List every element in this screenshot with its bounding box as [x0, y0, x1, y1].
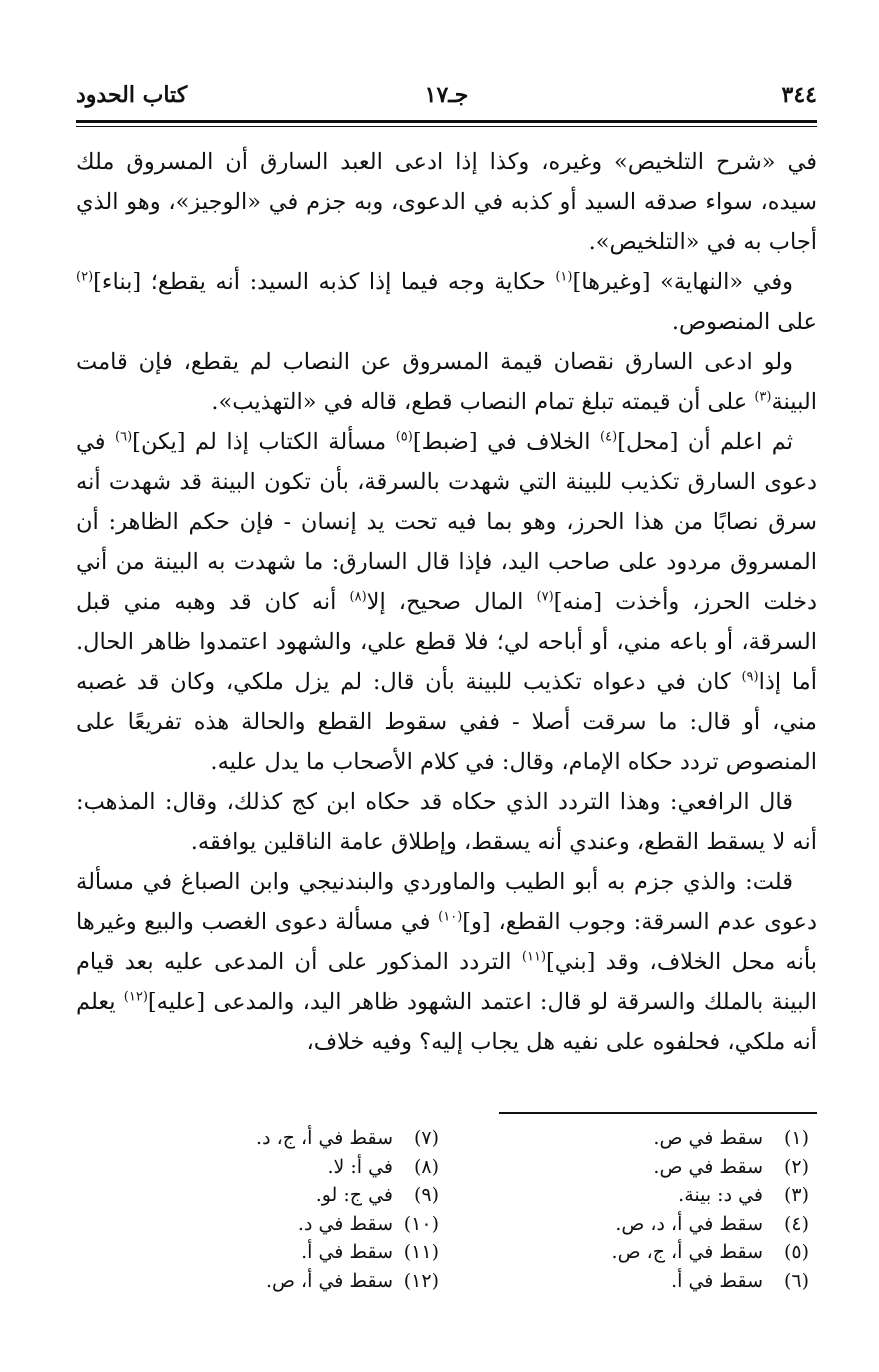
footnote-reference: (٧): [536, 589, 554, 605]
footnote-number: (٣): [783, 1184, 809, 1206]
text-segment: حكاية وجه فيما إذا كذبه السيد: أنه يقطع؛ [بناء]: [93, 269, 556, 295]
footnote-reference: (١): [555, 269, 573, 285]
book-title: كتاب الحدود: [76, 82, 188, 108]
footnote-reference: (٦): [115, 429, 133, 445]
paragraph: [76, 422, 817, 782]
text-segment: في «شرح التلخيص» وغيره، وكذا إذا ادعى العبد السارق أن المسروق ملك سيده، سواء صدقه السيد أو كذبه في الدعوى، وبه جزم في «الوجيز»، وهو الذي أجاب به في «التلخيص».: [76, 149, 817, 255]
footnote-text: سقط في أ، ج، ص.: [611, 1241, 763, 1263]
footnotes-column-left: [77, 1124, 447, 1295]
text-segment: يعلم أنه ملكي، فحلفوه على نفيه هل يجاب إليه؟ وفيه خلاف،: [76, 989, 817, 1055]
footnote-number: (٥): [783, 1241, 809, 1263]
text-segment: قال الرافعي: وهذا التردد الذي حكاه قد حكاه ابن كج كذلك، وقال: المذهب: أنه لا يسقط القطع، وعندي أنه يسقط، وإطلاق عامة الناقلين يوافقه.: [76, 789, 817, 855]
footnote-separator: [499, 1112, 817, 1114]
paragraph: [76, 342, 817, 422]
text-segment: التردد المذكور على أن المدعى عليه بعد قيام البينة بالملك والسرقة لو قال: اعتمد الشهود ظاهر اليد، والمدعى [عليه]: [76, 949, 817, 1015]
footnote-reference: (٩): [741, 669, 759, 685]
text-segment: مسألة الكتاب إذا لم [يكن]: [132, 429, 396, 455]
footnote-reference: (٨): [349, 589, 367, 605]
footnote-item: [447, 1124, 809, 1153]
footnote-item: [77, 1238, 439, 1267]
footnote-text: في ج: لو.: [315, 1184, 393, 1206]
text-segment: كان في دعواه تكذيب للبينة بأن قال: لم يزل ملكي، وكان قد غصبه مني، أو قال: ما سرقت أصلا - ففي سقوط القطع والحالة هذه تفريعًا على المنصوص تردد حكاه الإمام، وقال: في كلام الأصحاب ما يدل عليه.: [76, 669, 817, 775]
footnote-number: (١١): [403, 1241, 439, 1263]
main-text: [76, 142, 817, 1062]
page-header: [76, 82, 817, 122]
footnote-text: سقط في د.: [297, 1212, 393, 1235]
footnote-item: [77, 1153, 439, 1182]
footnote-text: سقط في أ.: [301, 1241, 393, 1263]
footnote-number: (١٢): [403, 1269, 439, 1292]
footnote-item: [77, 1124, 439, 1153]
footnote-text: سقط في أ، د، ص.: [615, 1212, 763, 1235]
footnote-number: (١٠): [403, 1212, 439, 1235]
paragraph: [76, 142, 817, 262]
footnote-text: في أ: لا.: [327, 1155, 393, 1178]
footnote-reference: (١٢): [123, 989, 148, 1005]
footnote-number: (٤): [783, 1212, 809, 1235]
footnote-text: سقط في ص.: [653, 1155, 763, 1178]
footnote-reference: (٢): [76, 269, 94, 285]
footnote-number: (٦): [783, 1269, 809, 1292]
text-segment: قلت: والذي جزم به أبو الطيب والماوردي والبندنيجي وابن الصباغ في مسألة دعوى عدم السرقة: وجوب القطع، [و]: [76, 869, 817, 935]
footnote-item: [77, 1267, 439, 1296]
footnote-reference: (١١): [521, 949, 547, 965]
footnote-item: [447, 1153, 809, 1182]
footnote-number: (٨): [413, 1155, 439, 1178]
paragraph: [76, 782, 817, 862]
text-segment: وفي «النهاية» [وغيرها]: [572, 269, 793, 295]
header-rule-thin: [76, 126, 817, 127]
text-segment: في مسألة دعوى الغصب والبيع وغيرها بأنه محل الخلاف، وقد [بني]: [76, 909, 817, 975]
text-segment: على أن قيمته تبلغ تمام النصاب قطع، قاله في «التهذيب».: [211, 389, 755, 415]
text-segment: أنه كان قد وهبه مني قبل السرقة، أو باعه مني، أو أباحه لي؛ فلا قطع علي، والشهود اعتمدوا ظاهر الحال. أما إذا: [76, 589, 817, 695]
text-segment: على المنصوص.: [671, 309, 817, 335]
text-segment: في دعوى السارق تكذيب للبينة التي شهدت بالسرقة، بأن تكون البينة قد شهدت أنه سرق نصابًا من هذا الحرز، وهو بما فيه تحت يد إنسان - فإن حكم الظاهر: أن المسروق مردود على صاحب اليد، فإذا قال السارق: ما شهدت به البينة من أني دخلت الحرز، وأخذت [منه]: [76, 429, 818, 615]
header-rule-thick: [76, 120, 817, 123]
footnotes: [76, 1124, 817, 1295]
footnote-reference: (٥): [395, 429, 413, 445]
footnote-number: (٧): [413, 1127, 439, 1149]
text-segment: ولو ادعى السارق نقصان قيمة المسروق عن النصاب لم يقطع، فإن قامت البينة: [76, 349, 817, 415]
footnote-text: في د: بينة.: [678, 1184, 763, 1206]
footnotes-column-right: [447, 1124, 817, 1295]
footnote-reference: (١٠): [438, 909, 463, 925]
footnote-item: [447, 1238, 809, 1267]
footnote-item: [447, 1210, 809, 1239]
paragraph: [76, 262, 817, 342]
footnote-number: (١): [783, 1127, 809, 1149]
text-segment: الخلاف في [ضبط]: [412, 429, 601, 455]
footnote-text: سقط في أ.: [671, 1269, 763, 1292]
footnote-item: [447, 1181, 809, 1210]
footnote-reference: (٤): [600, 429, 618, 445]
footnote-reference: (٣): [754, 389, 772, 405]
page-number: ٣٤٤: [781, 82, 817, 108]
volume-number: جـ١٧: [424, 82, 469, 108]
footnote-number: (٩): [413, 1184, 439, 1206]
footnote-number: (٢): [783, 1155, 809, 1178]
footnote-text: سقط في ص.: [653, 1127, 763, 1149]
footnote-text: سقط في أ، ص.: [265, 1269, 393, 1292]
footnote-text: سقط في أ، ج، د.: [256, 1127, 393, 1149]
footnote-item: [77, 1210, 439, 1239]
text-segment: ثم اعلم أن [محل]: [617, 429, 793, 455]
footnote-item: [77, 1181, 439, 1210]
footnote-item: [447, 1267, 809, 1296]
text-segment: المال صحيح، إلا: [366, 589, 537, 615]
paragraph: [76, 862, 817, 1062]
